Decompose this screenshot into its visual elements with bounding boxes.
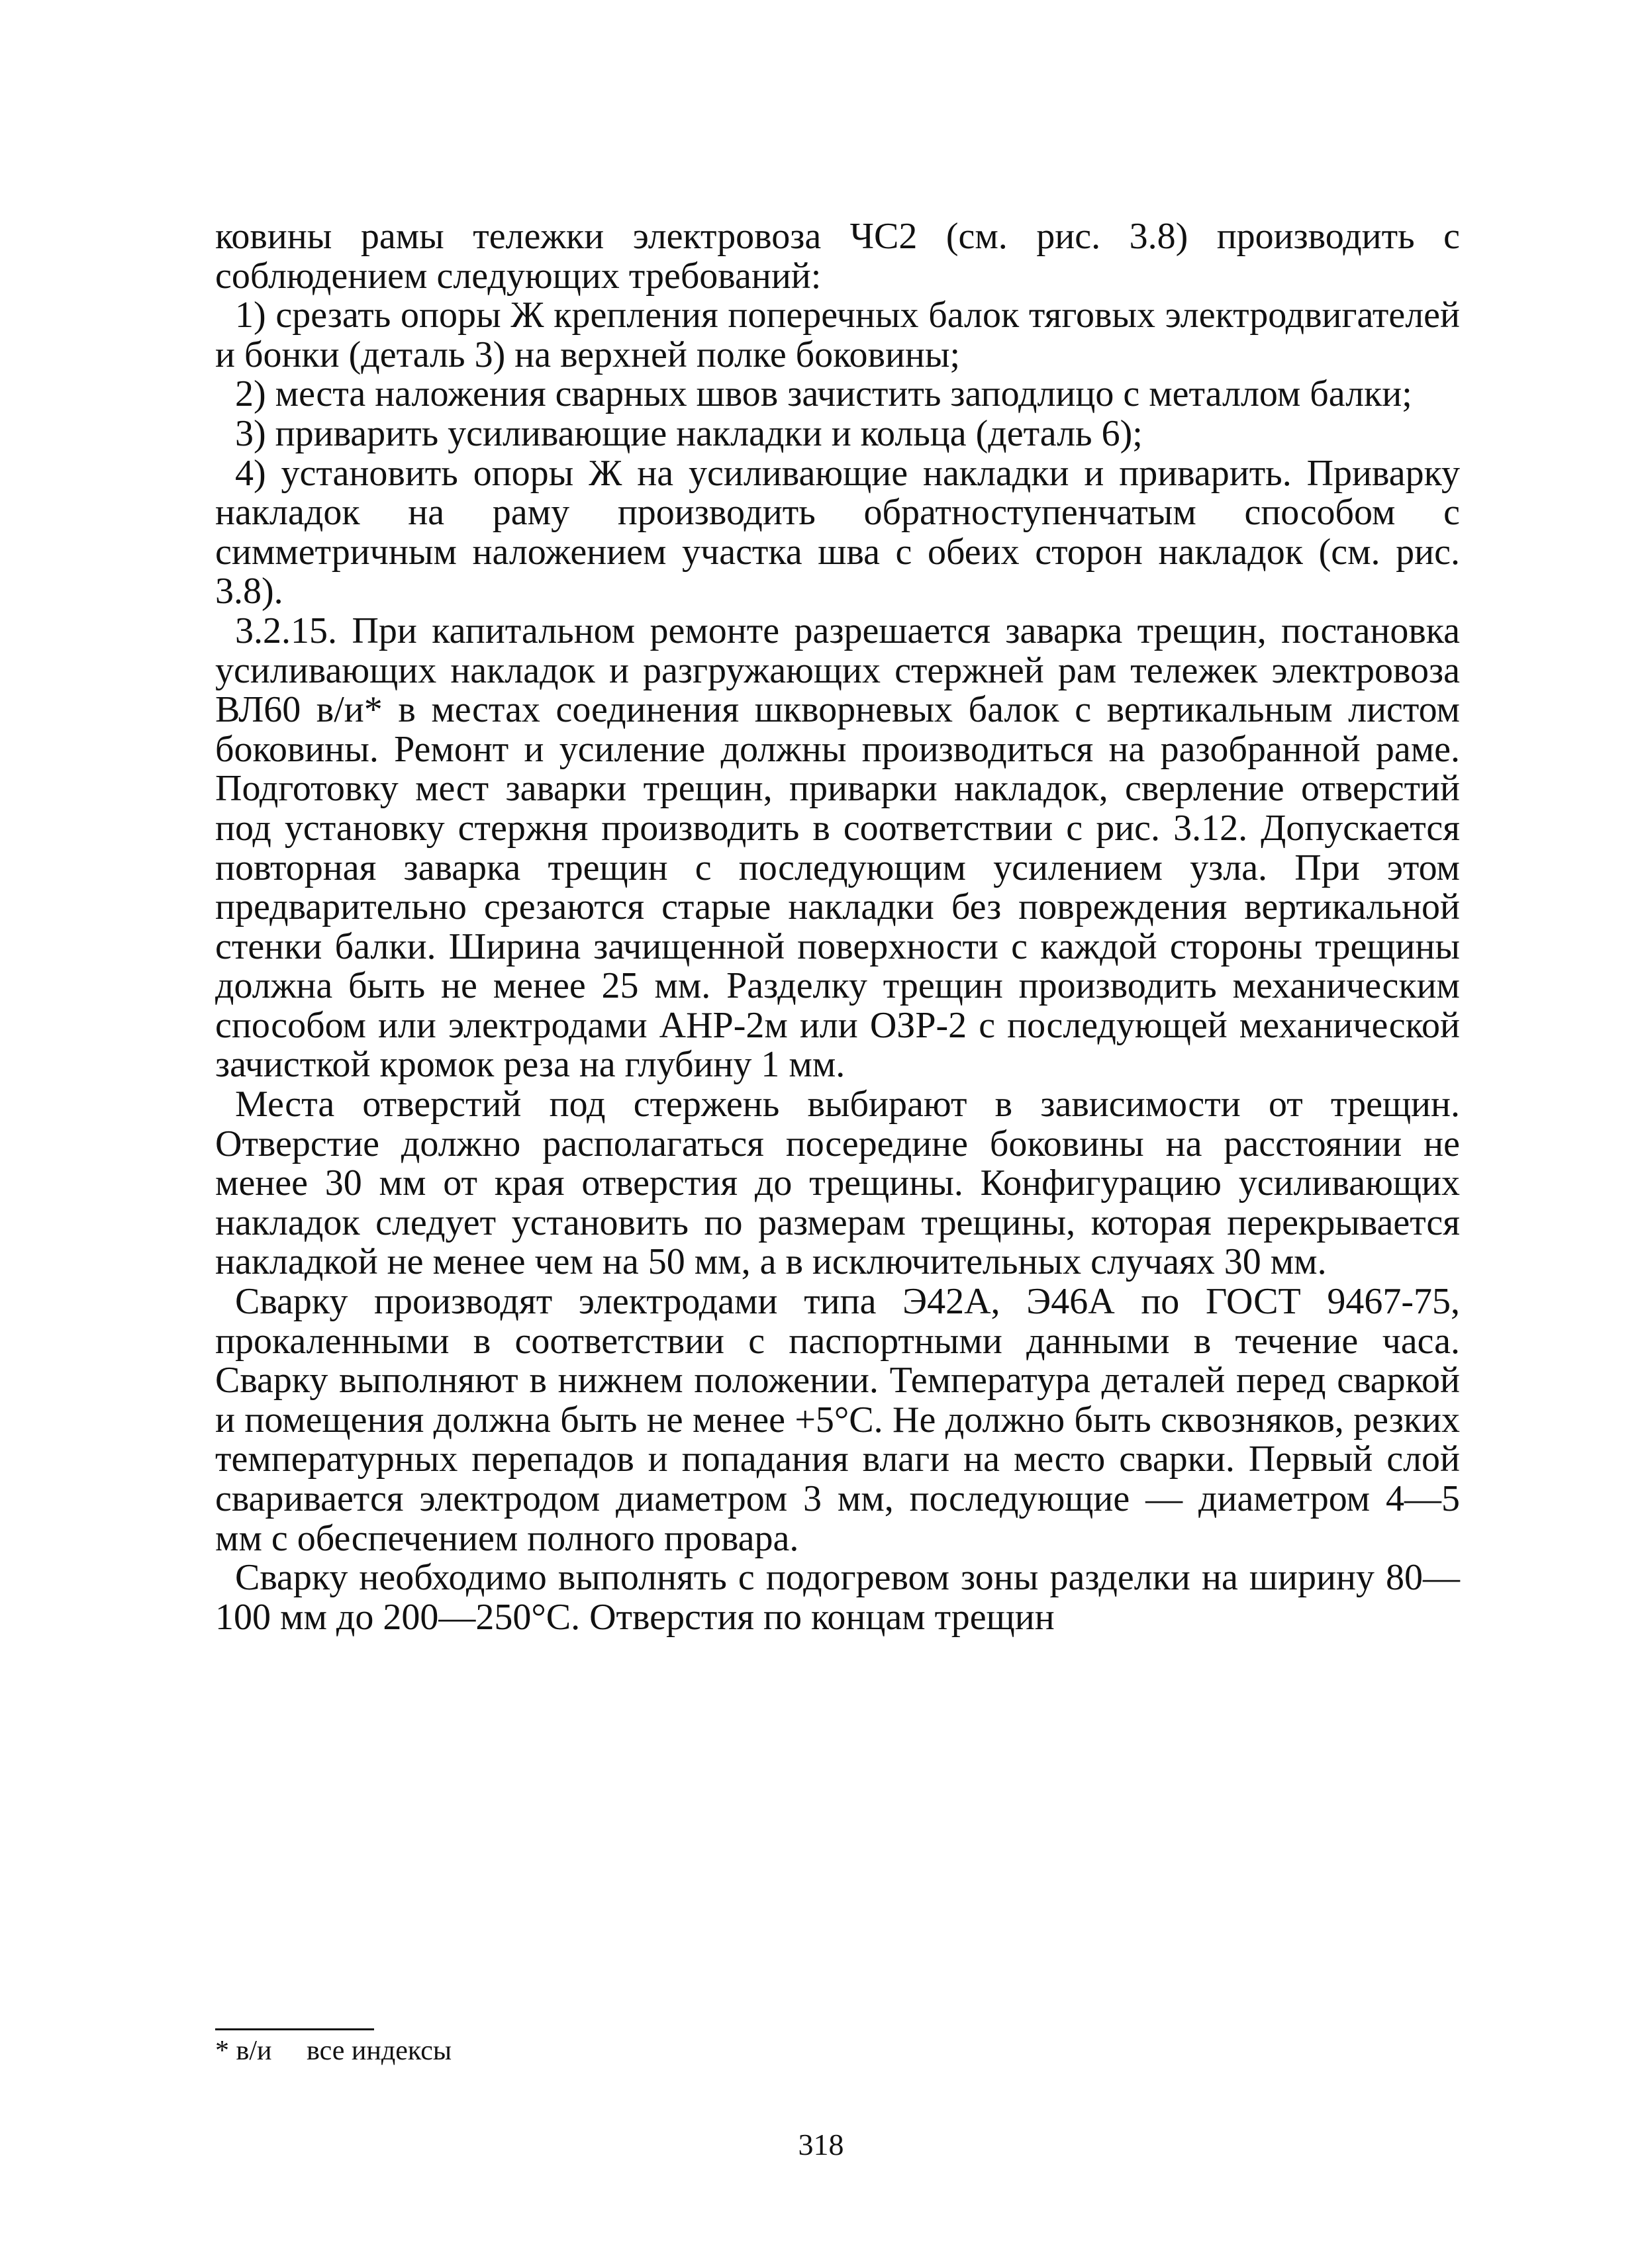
footnote bbox=[215, 2034, 452, 2068]
paragraph-welding: Сварку производят электродами типа Э42А, Э46А по ГОСТ 9467-75, прокаленными в соответствии с паспортными данными в течение часа. Сварку выполняют в нижнем положении. Температура деталей перед сваркой и помещения должна быть не менее +5°С. Не должно быть сквозняков, резких температурных перепадов и попадания влаги на место сварки. Первый слой сваривается электродом диаметром 3 мм, последующие — диаметром 4—5 мм с обеспечением полного провара. bbox=[215, 1281, 1460, 1559]
paragraph-preheating: Сварку необходимо выполнять с подогревом зоны разделки на ширину 80—100 мм до 200—250°С. Отверстия по концам трещин bbox=[215, 1557, 1460, 1638]
list-item-3: 3) приварить усиливающие накладки и кольца (деталь 6); bbox=[235, 412, 1143, 454]
footnote-marker: * bbox=[215, 2036, 229, 2066]
paragraph-3-2-15: 3.2.15. При капитальном ремонте разрешается заварка трещин, постановка усиливающих накладок и разгружающих стержней рам тележек электровоза ВЛ60 в/и* в местах соединения шкворневых балок с вертикальным листом боковины. Ремонт и усиление должны производиться на разобранной раме. Подготовку мест заварки трещин, приварки накладок, сверление отверстий под установку стержня производить в соответствии с рис. 3.12. Допускается повторная заварка трещин с последующим усилением узла. При этом предварительно срезаются старые накладки без повреждения вертикальной стенки балки. Ширина зачищенной поверхности с каждой стороны трещины должна быть не менее 25 мм. Разделку трещин производить механическим способом или электродами АНР-2м или ОЗР-2 с последующей механической зачисткой кромок реза на глубину 1 мм. bbox=[215, 610, 1460, 1086]
list-item-2: 2) места наложения сварных швов зачистить заподлицо с металлом балки; bbox=[235, 373, 1412, 415]
list-item-1: 1) срезать опоры Ж крепления поперечных балок тяговых электродвигателей и бонки (деталь 3) на верхней полке боковины; bbox=[215, 295, 1460, 375]
footnote-abbreviation: в/и bbox=[236, 2036, 272, 2066]
page-number: 318 bbox=[798, 2128, 844, 2161]
paragraph-continuation: ковины рамы тележки электровоза ЧС2 (см. рис. 3.8) производить с соблюдением следующих требований: bbox=[215, 216, 1460, 297]
body-text bbox=[215, 217, 1460, 1637]
list-item-4: 4) установить опоры Ж на усиливающие накладки и приварить. Приварку накладок на раму производить обратноступенчатым способом с симметричным наложением участка шва с обеих сторон накладок (см. рис. 3.8). bbox=[215, 452, 1460, 612]
footnote-divider bbox=[215, 2028, 374, 2030]
paragraph-holes: Места отверстий под стержень выбирают в зависимости от трещин. Отверстие должно располагаться посередине боковины на расстоянии не менее 30 мм от края отверстия до трещины. Конфигурацию усиливающих накладок следует установить по размерам трещины, которая перекрывается накладкой не менее чем на 50 мм, а в исключительных случаях 30 мм. bbox=[215, 1084, 1460, 1283]
footnote-text: все индексы bbox=[306, 2036, 452, 2066]
